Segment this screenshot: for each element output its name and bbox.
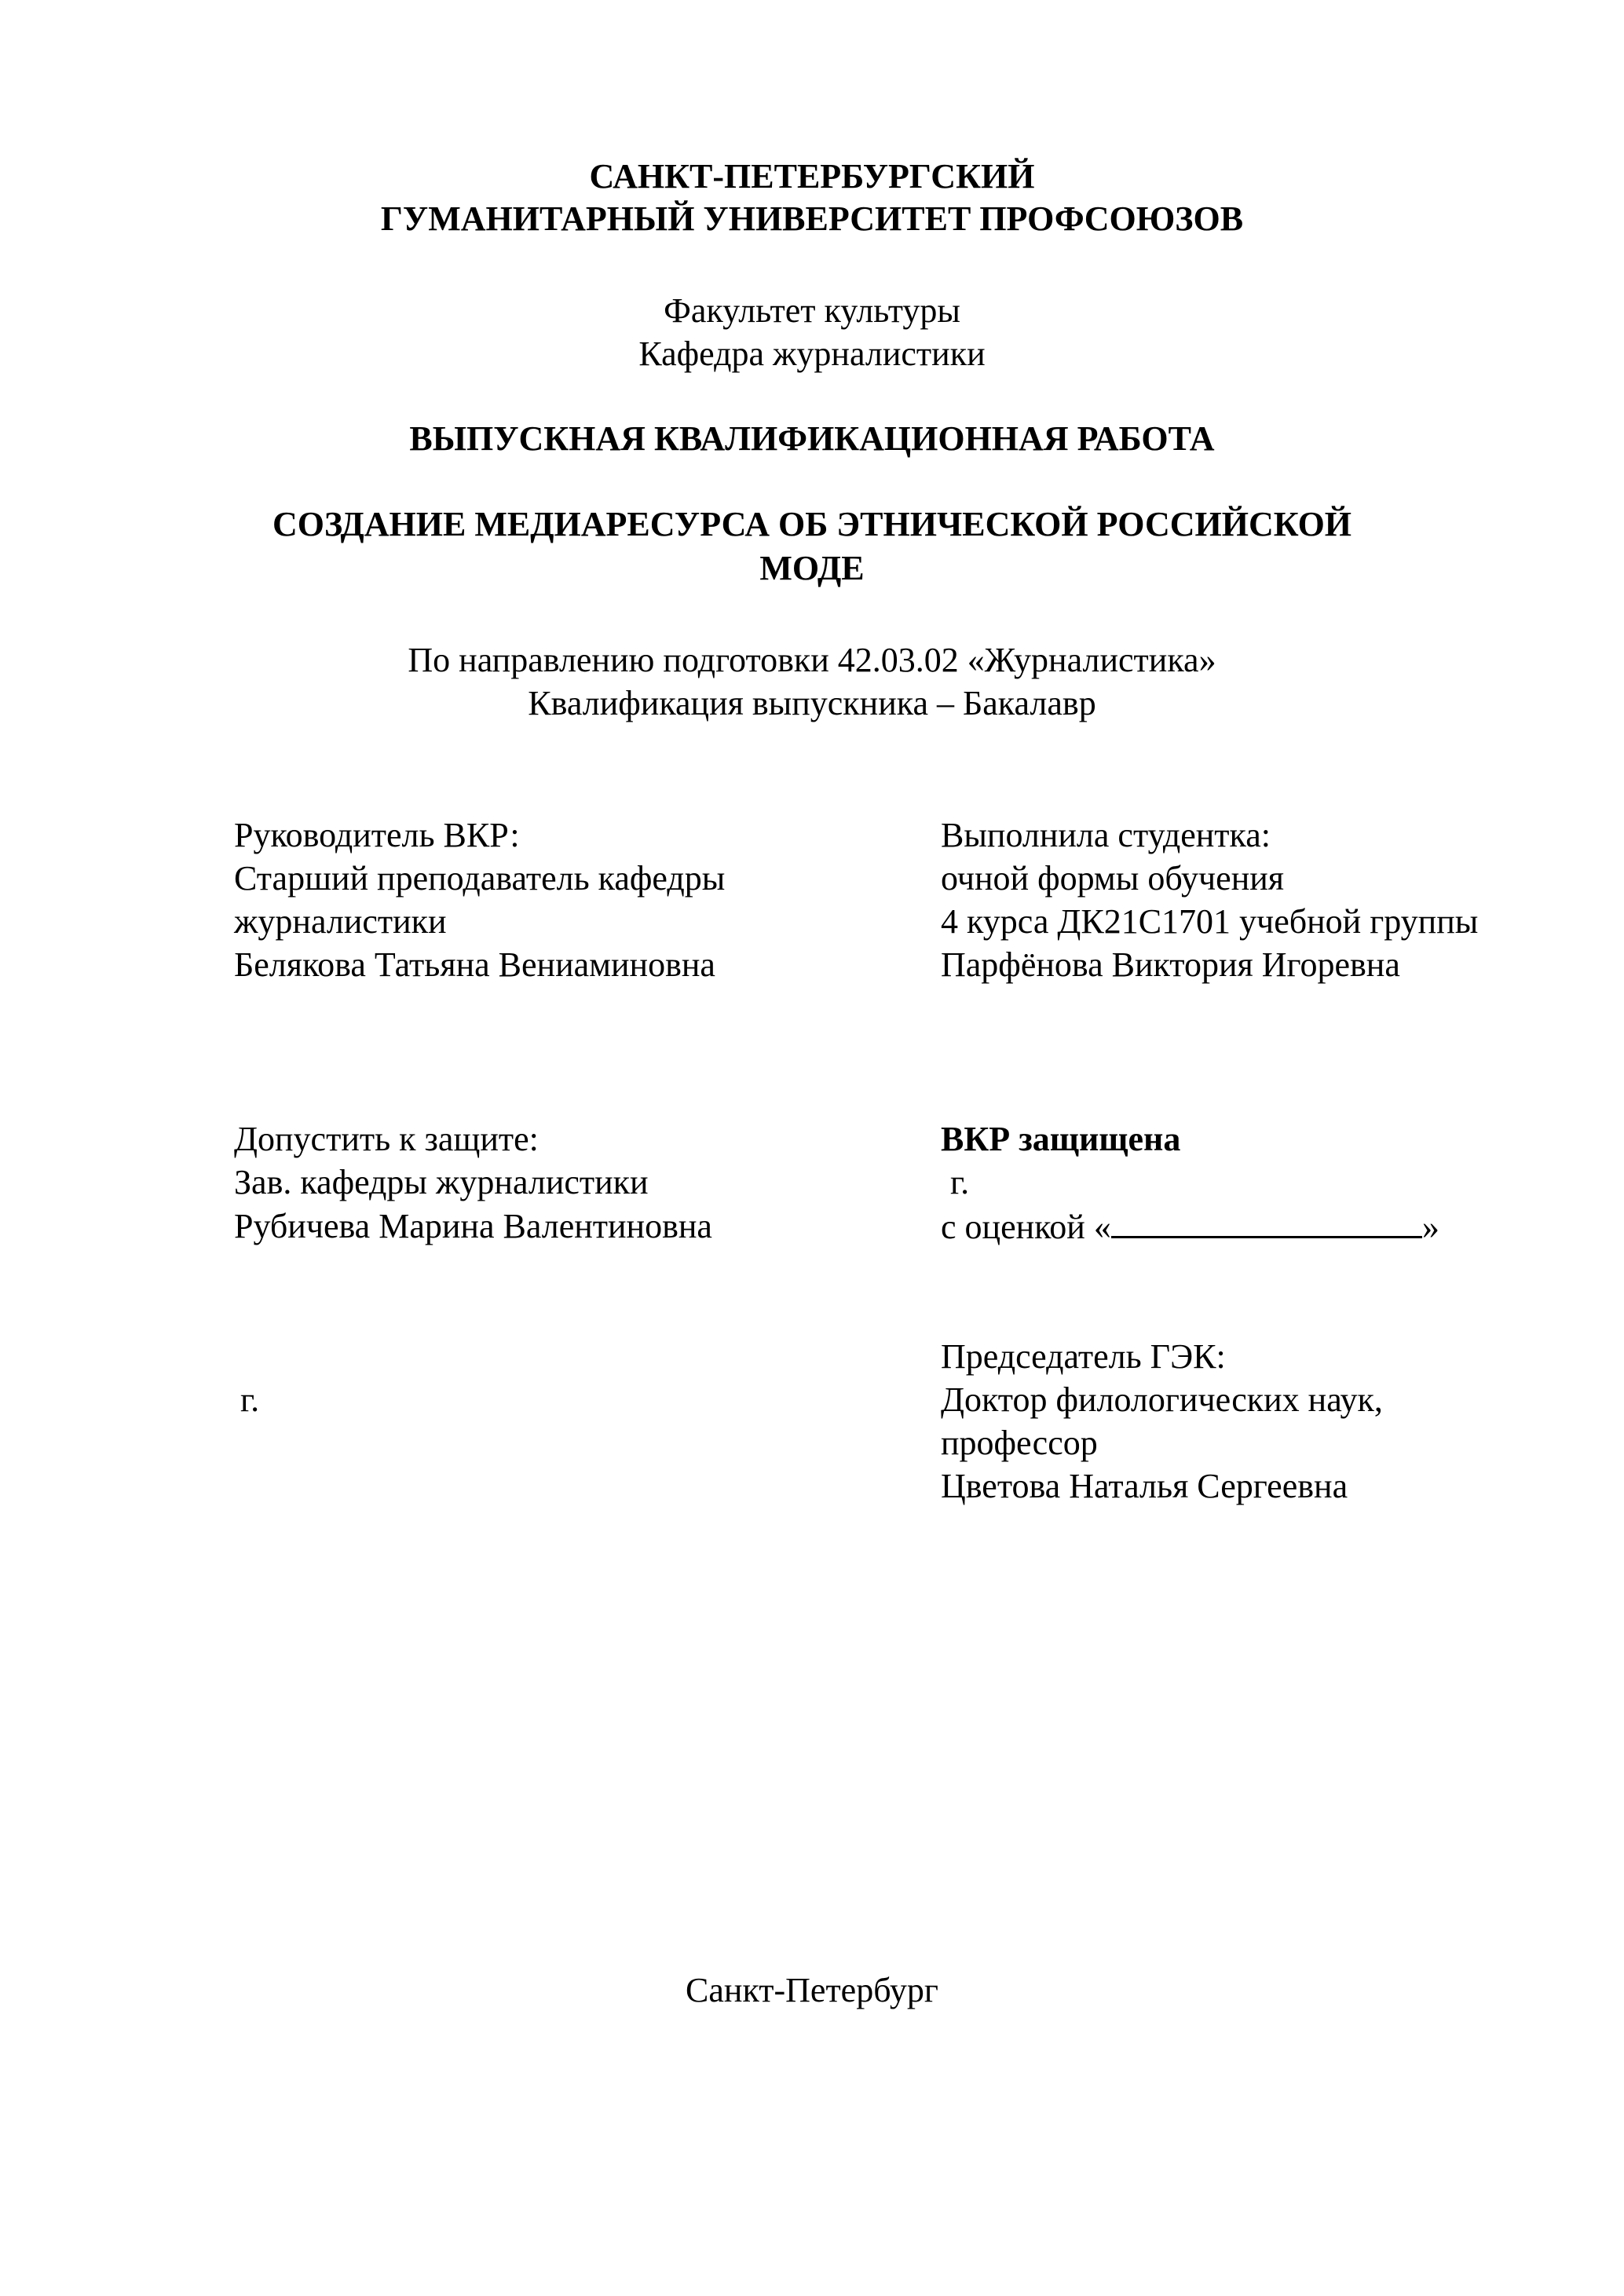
admission-date-year: г. [240,1380,260,1419]
student-name: Парфёнова Виктория Игоревна [941,945,1400,984]
grade-prefix: с оценкой « [941,1208,1111,1246]
work-title-line1: СОЗДАНИЕ МЕДИАРЕСУРСА ОБ ЭТНИЧЕСКОЙ РОССИЙСКОЙ [272,505,1352,543]
supervisor-position-line2: журналистики [234,902,447,941]
grade-suffix: » [1421,1208,1439,1246]
defense-date-year: г. [950,1163,970,1201]
defense-grade-line [941,1205,1439,1249]
commission-chair-title: профессор [941,1424,1098,1462]
student-study-form: очной формы обучения [941,859,1285,898]
commission-chair-degree: Доктор филологических наук, [941,1380,1383,1419]
defense-label: ВКР защищена [941,1120,1181,1158]
commission-chair-label: Председатель ГЭК: [941,1337,1226,1376]
study-direction: По направлению подготовки 42.03.02 «Журналистика» [408,641,1216,679]
student-label: Выполнила студентка: [941,816,1271,854]
admission-position: Зав. кафедры журналистики [234,1163,649,1201]
admission-label: Допустить к защите: [234,1120,539,1158]
city: Санкт-Петербург [686,1971,938,2009]
department-name: Кафедра журналистики [638,335,986,373]
supervisor-name: Белякова Татьяна Вениаминовна [234,945,715,984]
faculty-name: Факультет культуры [664,291,960,330]
work-type: ВЫПУСКНАЯ КВАЛИФИКАЦИОННАЯ РАБОТА [409,419,1215,458]
commission-chair-name: Цветова Наталья Сергеевна [941,1467,1348,1505]
grade-blank [1111,1205,1422,1238]
university-name-line1: САНКТ-ПЕТЕРБУРГСКИЙ [589,157,1035,196]
university-name-line2: ГУМАНИТАРНЫЙ УНИВЕРСИТЕТ ПРОФСОЮЗОВ [380,199,1244,238]
work-title-line2: МОДЕ [759,549,865,587]
graduate-qualification: Квалификация выпускника – Бакалавр [528,684,1096,722]
admission-head-name: Рубичева Марина Валентиновна [234,1207,712,1245]
supervisor-label: Руководитель ВКР: [234,816,520,854]
supervisor-position-line1: Старший преподаватель кафедры [234,859,726,898]
student-group: 4 курса ДК21С1701 учебной группы [941,902,1479,941]
